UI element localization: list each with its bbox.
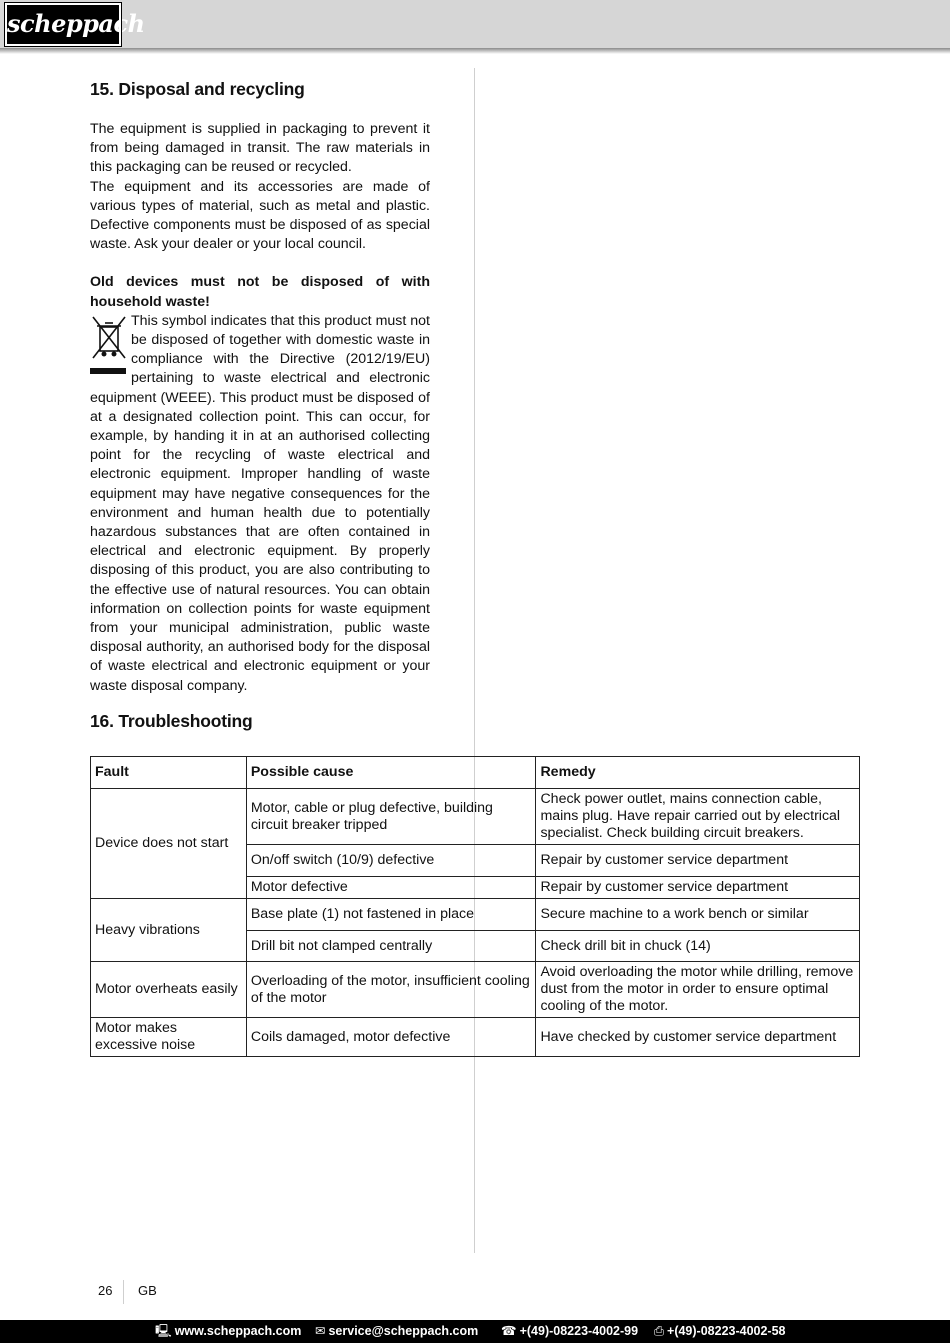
header-shadow [0,48,950,54]
mail-icon: ✉ [315,1324,326,1338]
table-header-row [91,757,860,789]
footer-website[interactable] [155,1320,301,1343]
remedy-cell: Repair by customer service department [536,877,860,899]
scheppach-logo: scheppach [5,3,121,46]
section-15-title: 15. Disposal and recycling [90,79,305,99]
household-waste-warning: Old devices must not be disposed of with household waste! [90,274,430,310]
fax-icon: ⎙ [654,1324,665,1338]
header-remedy: Remedy [536,757,860,789]
page-language: GB [138,1283,157,1298]
page-number: 26 [98,1283,113,1298]
fault-cell: Heavy vibrations [91,899,247,962]
footer-phone [501,1320,638,1343]
phone-text: +(49)-08223-4002-99 [519,1324,639,1338]
remedy-cell: Repair by customer service department [536,845,860,877]
fault-cell: Motor overheats easily [91,962,247,1018]
disposal-text-block [90,120,430,696]
table-row [91,899,860,931]
phone-icon: ☎ [501,1324,517,1338]
cause-cell: Overloading of the motor, insufficient cooling of the motor [246,962,536,1018]
cause-cell: Motor, cable or plug defective, building circuit breaker tripped [246,789,536,845]
fault-cell: Motor makes excessive noise [91,1018,247,1057]
troubleshooting-table [90,756,860,1057]
cause-cell: Base plate (1) not fastened in place [246,899,536,931]
website-text: www.scheppach.com [174,1324,302,1338]
header-fault: Fault [91,757,247,789]
remedy-cell: Secure machine to a work bench or similar [536,899,860,931]
packaging-paragraph: The equipment is supplied in packaging to prevent it from being damaged in transit. The raw materials in this packaging can be reused or recycled. [90,121,430,176]
table-row [91,789,860,845]
page-number-separator [123,1280,124,1304]
footer-email[interactable] [315,1320,478,1343]
remedy-cell: Check drill bit in chuck (14) [536,931,860,962]
weee-underline-bar [90,368,126,374]
table-row [91,962,860,1018]
remedy-cell: Have checked by customer service department [536,1018,860,1057]
weee-crossed-bin-icon [90,314,128,374]
page-header [0,0,950,48]
email-text: service@scheppach.com [328,1324,479,1338]
section-16-title: 16. Troubleshooting [90,711,253,731]
column-divider [474,68,475,1253]
remedy-cell: Check power outlet, mains connection cable, mains plug. Have repair carried out by electrical specialist. Check building circuit breakers. [536,789,860,845]
cause-cell: On/off switch (10/9) defective [246,845,536,877]
page-footer [0,1320,950,1343]
computer-icon: 🖳 [155,1324,172,1338]
fault-cell: Device does not start [91,789,247,899]
materials-paragraph: The equipment and its accessories are made of various types of material, such as metal and plastic. Defective components must be disposed of as special waste. Ask your dealer or your local council. [90,178,430,253]
fax-text: +(49)-08223-4002-58 [667,1324,786,1338]
cause-cell: Drill bit not clamped centrally [246,931,536,962]
cause-cell: Motor defective [246,877,536,899]
header-cause: Possible cause [246,757,536,789]
remedy-cell: Avoid overloading the motor while drilling, remove dust from the motor in order to ensure optimal cooling of the motor. [536,962,860,1018]
table-row [91,1018,860,1057]
weee-paragraph: This symbol indicates that this product must not be disposed of together with domestic waste in compliance with the Directive (2012/19/EU) pertaining to waste electrical and electronic equipment (WEEE). This product must be disposed of at a designated collection point. This can occur, for example, by handing it in at an authorised collecting point for the recycling of waste electrical and electronic equipment. Improper handling of waste equipment may have negative consequences for the environment and human health due to potentially hazardous substances that are often contained in electrical and electronic equipment. By properly disposing of this product, you are also contributing to the effective use of natural resources. You can obtain information on collection points for waste equipment from your municipal administration, public waste disposal authority, an authorised body for the disposal of waste electrical and electronic equipment or your waste disposal company. [90,312,430,694]
footer-fax [654,1320,786,1343]
cause-cell: Coils damaged, motor defective [246,1018,536,1057]
